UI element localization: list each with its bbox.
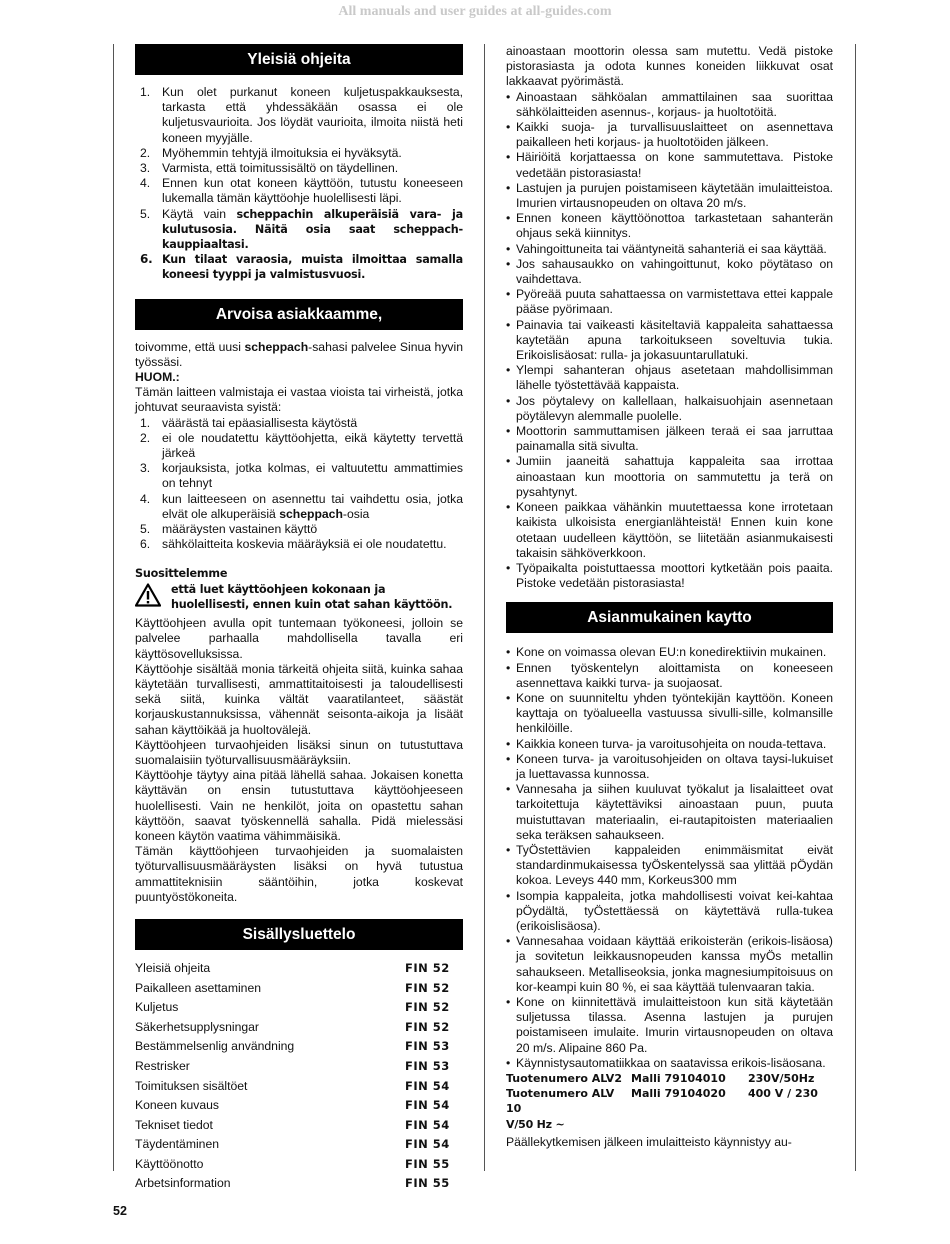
liability-list-end: [135, 522, 463, 552]
list-item: [135, 461, 463, 491]
toc-entry: [135, 1018, 463, 1038]
bullet-item: • Lastujen ja purujen poistamiseen käytetään imulaitteistoa. Imurien virtausnopeuden on oltava 20 m/s.: [506, 181, 833, 211]
list-number: 5.: [140, 522, 151, 537]
intro-text: toivomme, että uusi scheppach-sahasi palvelee Sinua hyvin työssäsi.: [135, 339, 464, 369]
spec-cell: Tuotenumero ALV2: [506, 1072, 622, 1085]
bullet-item: • Pyöreää puuta sahattaessa on varmistettava ettei kappale pääse pyörimaan.: [506, 287, 833, 317]
list-item: [135, 416, 463, 431]
watermark: All manuals and user guides at all-guides.com: [338, 4, 612, 19]
toc-title: Arbetsinformation: [135, 1176, 231, 1191]
bullet-item: • Jumiin jaaneitä sahattuja kappaleita saa irrottaa ainoastaan kun moottoria on sammutettu ja terä on pysahtynyt.: [506, 454, 833, 500]
body-paragraph: Käyttöohjeen turvaohjeiden lisäksi sinun on tutustuttava suomalaisiin työturvallisuusmääräyksiin.: [135, 737, 463, 767]
list-text: sähkölaitteita koskevia määräyksiä ei ole noudatettu.: [162, 537, 447, 552]
toc-page: FIN 52: [405, 1019, 450, 1034]
toc-entry: [135, 1116, 463, 1136]
list-number: 4.: [140, 176, 151, 191]
toc-entry: [135, 998, 463, 1018]
list-number: 3.: [140, 161, 151, 176]
note-label: HUOM.:: [135, 370, 180, 385]
liability-list-cont: [135, 492, 463, 522]
section-heading-toc: Sisällysluettelo: [135, 919, 463, 950]
general-instructions-list-cont: [135, 207, 463, 283]
safety-bullets: [506, 90, 833, 592]
bullet-item: • Ennen työskentelyn aloittamista on koneeseen asennettava kaikki turva- ja suojaosat.: [506, 661, 833, 691]
bullet-item: • Työpaikalta poistuttaessa moottori kytketään pois paaita. Pistoke vedetään pistorasiasta!: [506, 561, 833, 591]
bullet-item: • Häiriöitä korjattaessa on kone sammutettava. Pistoke vedetään pistorasiasta!: [506, 150, 833, 180]
list-item: [135, 522, 463, 537]
list-text: määräysten vastainen käyttö: [162, 522, 318, 537]
toc-title: Täydentäminen: [135, 1137, 220, 1152]
table-of-contents: [135, 959, 463, 1194]
list-text: Kun olet purkanut koneen kuljetuspakkauksesta, tarkasta että yhdessäkään osassa ei ole kuljetusvaurioita. Jos löydät vaurioita, ilmoita niistä heti koneen myyjälle.: [162, 85, 463, 145]
spec-cell: Tuotenumero ALV 10: [506, 1087, 615, 1116]
model-spec-table: [506, 1071, 833, 1117]
list-item: [135, 537, 463, 552]
general-instructions-list: [135, 85, 463, 207]
toc-page: FIN 53: [405, 1039, 450, 1054]
toc-title: Yleisiä ohjeita: [135, 960, 211, 975]
bullet-item: • Kaikkia koneen turva- ja varoitusohjeita on nouda-tettava.: [506, 737, 833, 752]
bullet-item: • Isompia kappaleita, jotka mahdollisesti voivat kei-kahtaa pÖydältä, tyÖstettäessä on käytettävä rulla-tukea (erikoislisäosa).: [506, 889, 833, 935]
toc-page: FIN 54: [405, 1078, 450, 1093]
center-column-rule: [484, 44, 485, 1171]
bullet-item: • Kone on suunniteltu yhden työntekijän kayttöön. Koneen kayttaja on työalueella vastuussa sivulli-sille, kolmansille henkilöille.: [506, 691, 833, 737]
list-text: ei ole noudatettu käyttöohjetta, eikä käytetty tervettä järkeä: [162, 430, 463, 461]
spec-row: [506, 1086, 833, 1116]
list-item: 4. kun laitteeseen on asennettu tai vaihdettu osia, jotka elvät ole alkuperäisiä scheppach-osia: [140, 491, 463, 521]
list-item: [135, 146, 463, 161]
bullet-item: • Kone on voimassa olevan EU:n konedirektiivin mukainen.: [506, 645, 833, 660]
list-item: [135, 431, 463, 461]
toc-entry: [135, 959, 463, 979]
bullet-item: • Kaikki suoja- ja turvallisuuslaitteet on asennettava paikalleen heti korjaus- ja huoltotöiden jälkeen.: [506, 120, 833, 150]
bullet-item: • Vannesahaa voidaan käyttää erikoisterän (erikois-lisäosa) ja sovitetun leikkausnopeuden kanssa myÖs metallin sahaukseen. Metalliseoksia, jonka magnesiumpitoisuus on kor-keampi kuin 80 %, ei saa käyttää tulenvaaran takia.: [506, 934, 833, 995]
toc-page: FIN 52: [405, 1000, 450, 1015]
toc-title: Paikalleen asettaminen: [135, 980, 262, 995]
body-paragraph: Käyttöohje sisältää monia tärkeitä ohjeita siitä, kuinka sahaa käytetään turvallisesti, ammattitaitoisesti ja taloudellisesti sekä siitä, kuinka vältät vaaratilanteet, säästät korjauskustannuksissa, vähennät seisonta-aikoja ja lisäät sahan käyttöikää ja huoltovälejä.: [135, 661, 463, 737]
recommend-label: Suosittelemme: [135, 567, 228, 581]
toc-title: Tekniset tiedot: [135, 1117, 213, 1132]
toc-title: Koneen kuvaus: [135, 1098, 220, 1113]
right-column: [506, 44, 833, 1150]
toc-entry: [135, 1077, 463, 1097]
liability-list: [135, 416, 463, 492]
toc-title: Säkerhetsupplysningar: [135, 1019, 259, 1034]
body-paragraph: Tämän käyttöohjeen turvaohjeiden ja suomalaisten työturvallisuusmääräysten lisäksi on hyvä tutustua ammattiteknisiin sääntöihin, jotka koskevat puuntyöstökoneita.: [135, 844, 463, 904]
bullet-item: • Ylempi sahanteran ohjaus asetetaan mahdollisimman lähelle työstettävää kappaista.: [506, 363, 833, 393]
toc-entry: [135, 979, 463, 999]
toc-page: FIN 55: [405, 1156, 450, 1171]
list-text: korjauksista, jotka kolmas, ei valtuutettu ammattimies on tehnyt: [162, 461, 463, 491]
toc-entry: [135, 1155, 463, 1175]
spec-cell: Malli 79104020: [631, 1087, 726, 1101]
warning-text: että luet käyttöohjeen kokonaan ja huolellisesti, ennen kuin otat sahan käyttöön.: [171, 582, 453, 611]
bullet-item: • Ainoastaan sähköalan ammattilainen saa suorittaa sähkölaitteiden asennus-, korjaus- ja huoltotöitä.: [506, 90, 833, 120]
list-number: 1.: [140, 85, 151, 99]
toc-title: Toimituksen sisältöet: [135, 1078, 248, 1093]
bullet-item: • Ennen koneen käyttöönottoa tarkastetaan sahanterän ohjaus sekä kiinnitys.: [506, 211, 833, 241]
bullet-item: • Koneen paikkaa vähänkin muutettaessa kone irrotetaan kaikista ulkoisista energianlähteistä! Ennen kuin kone otetaan uudelleen käyttöön, se liitetään asianmukaisesti takaisin sähköverkkoon.: [506, 500, 833, 561]
toc-page: FIN 54: [405, 1137, 450, 1152]
list-number: 1.: [140, 415, 151, 430]
toc-title: Bestämmelsenlig användning: [135, 1039, 295, 1054]
spec-cell: 400 V / 230: [748, 1087, 818, 1101]
right-margin-rule: [855, 44, 856, 1171]
last-line: Päällekytkemisen jälkeen imulaitteisto käynnistyy au-: [506, 1134, 792, 1149]
bullet-item: • Vahingoittuneita tai vääntyneitä sahanteriä ei saa käyttää.: [506, 242, 833, 257]
intended-use-bullets: [506, 645, 833, 1071]
note-text: Tämän laitteen valmistaja ei vastaa vioista tai virheistä, jotka johtuvat seuraavista syistä:: [135, 385, 463, 415]
list-number: 2.: [140, 145, 151, 160]
body-paragraphs: [135, 616, 463, 905]
section-heading-customer: Arvoisa asiakkaamme,: [135, 299, 463, 330]
body-paragraph: Käyttöohjeen avulla opit tuntemaan työkoneesi, jolloin se palvelee parhaalla mahdollisella tavalla eri käyttösovelluksissa.: [135, 616, 463, 661]
spec-cell: 230V/50Hz: [748, 1072, 815, 1085]
toc-page: FIN 52: [405, 980, 450, 995]
spec-tail: V/50 Hz ~: [506, 1117, 565, 1131]
continued-text: ainoastaan moottorin olessa sam mutettu. Vedä pistoke pistorasiasta ja odota kunnes koneiden liikkuvat osat lakkaavat pyörimästä.: [506, 44, 833, 89]
list-text: väärästä tai epäasiallisesta käytöstä: [162, 415, 358, 430]
spec-row: [506, 1071, 833, 1086]
list-number: 6.: [140, 537, 151, 552]
section-heading-general: Yleisiä ohjeita: [135, 44, 463, 75]
list-item: 6. Kun tilaat varaosia, muista ilmoittaa samalla koneesi tyyppi ja valmistusvuosi.: [140, 252, 463, 282]
bullet-item: • Painavia tai vaikeasti käsiteltaviä kappaleita sahattaessa kaytetään apuna tarkoitukseen soveltuvia tukia. Erikoislisäosat: rulla- ja jokasuuntarullatuki.: [506, 318, 833, 364]
toc-title: Kuljetus: [135, 1000, 179, 1015]
toc-entry: [135, 1096, 463, 1116]
list-text: Varmista, että toimitussisältö on täydellinen.: [162, 161, 399, 176]
toc-entry: [135, 1135, 463, 1155]
list-text: Myöhemmin tehtyjä ilmoituksia ei hyväksytä.: [162, 145, 402, 160]
bullet-item: • Koneen turva- ja varoitusohjeiden on oltava taysi-lukuiset ja luettavassa kunnossa.: [506, 752, 833, 782]
list-number: 3.: [140, 461, 151, 476]
bullet-item: • Vannesaha ja siihen kuuluvat työkalut ja lisalaitteet ovat tarkoitettuja käytettäviksi ainoastaan puun, puuta muistuttavan materiaalin, ei-rautapitoisten materiaalien seka teräksen sahaukseen.: [506, 782, 833, 843]
list-text: Ennen kun otat koneen käyttöön, tutustu koneeseen lukemalla tämän käyttöohje huolellisesti läpi.: [162, 176, 463, 206]
left-margin-rule: [113, 44, 114, 1171]
bullet-item: • Käynnistysautomatiikkaa on saatavissa erikois-lisäosana.: [506, 1056, 833, 1071]
list-item: [135, 85, 463, 146]
warning-block: [135, 582, 463, 612]
left-column: [135, 44, 463, 1194]
body-paragraph: Käyttöohje täytyy aina pitää lähellä sahaa. Jokaisen konetta käyttävän on ensin tutustuttava käyttöohjeeseen huolellisesti. Vain ne henkilöt, joita on opastettu sahan käyttöön, saavat työskennellä sahalla. Pidä mielessäsi koneen käytön vaatima vähimmäisikä.: [135, 768, 463, 843]
toc-title: Käyttöönotto: [135, 1156, 204, 1171]
toc-title: Restrisker: [135, 1058, 190, 1073]
toc-page: FIN 54: [405, 1098, 450, 1113]
bullet-item: • Jos sahausaukko on vahingoittunut, koko pöytätaso on vaihdettava.: [506, 257, 833, 287]
bullet-item: • Jos pöytalevy on kallellaan, halkaisuohjain asennetaan pöytälevyn alemmalle puolelle.: [506, 394, 833, 424]
toc-page: FIN 52: [405, 960, 450, 975]
list-item: [135, 176, 463, 206]
bullet-item: • Kone on kiinnitettävä imulaitteistoon kun sitä käytetään suljetussa tilassa. Asenna lastujen ja purujen poistamiseen imulaite. Imurin virtausnopeuden on oltava 20 m/s. Alipaine 860 Pa.: [506, 995, 833, 1056]
toc-page: FIN 54: [405, 1117, 450, 1132]
page-number: 52: [113, 1204, 127, 1218]
list-item: 5. Käytä vain scheppachin alkuperäisiä vara- ja kulutusosia. Näitä osia saat scheppach-kauppiaaltasi.: [140, 206, 463, 252]
warning-triangle-icon: [135, 583, 161, 607]
bullet-item: • TyÖstettävien kappaleiden enimmäismitat eivät standardinmukaisessa tyÖskentelyssä saa ylittää pÖydän kokoa. Leveys 440 mm, Korkeus300 mm: [506, 843, 833, 889]
list-item: [135, 161, 463, 176]
section-heading-intended-use: Asianmukainen kaytto: [506, 602, 833, 633]
toc-page: FIN 55: [405, 1176, 450, 1191]
bullet-item: • Moottorin sammuttamisen jälkeen teraä ei saa jarruttaa painamalla sitä sivulta.: [506, 424, 833, 454]
toc-page: FIN 53: [405, 1058, 450, 1073]
toc-entry: [135, 1057, 463, 1077]
toc-entry: [135, 1174, 463, 1194]
toc-entry: [135, 1037, 463, 1057]
spec-cell: Malli 79104010: [631, 1072, 726, 1085]
list-number: 2.: [140, 430, 151, 445]
